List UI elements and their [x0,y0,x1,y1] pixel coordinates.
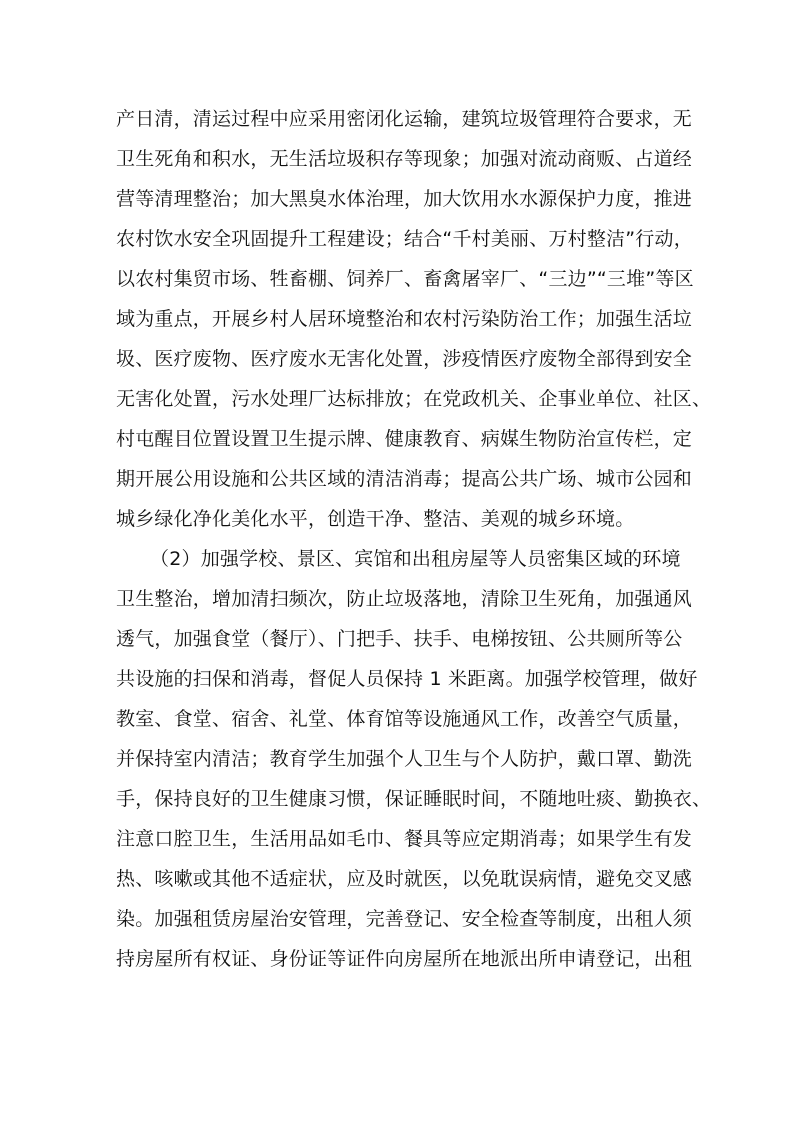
paragraph-2-line-7: 手，保持良好的卫生健康习惯，保证睡眠时间，不随地吐痰、勤换衣、 [116,788,712,810]
paragraph-2-line-1: （2）加强学校、景区、宾馆和出租房屋等人员密集区域的环境 [150,548,681,570]
paragraph-1-line-6: 域为重点，开展乡村人居环境整治和农村污染防治工作；加强生活垃 [116,308,693,330]
paragraph-1-line-3: 营等清理整治；加大黑臭水体治理，加大饮用水水源保护力度，推进 [116,188,693,210]
paragraph-1-line-4: 农村饮水安全巩固提升工程建设；结合“千村美丽、万村整洁”行动， [116,228,693,250]
paragraph-1-line-8: 无害化处置，污水处理厂达标排放；在党政机关、企事业单位、社区、 [116,388,712,410]
paragraph-1-line-9: 村屯醒目位置设置卫生提示牌、健康教育、病媒生物防治宣传栏，定 [116,428,693,450]
paragraph-2-line-10: 染。加强租赁房屋治安管理，完善登记、安全检查等制度，出租人须 [116,908,693,930]
paragraph-2-line-8: 注意口腔卫生，生活用品如毛巾、餐具等应定期消毒；如果学生有发 [116,828,693,850]
paragraph-1-line-5: 以农村集贸市场、牲畜棚、饲养厂、畜禽屠宰厂、“三边”“三堆”等区 [116,268,694,290]
paragraph-2-line-2: 卫生整治，增加清扫频次，防止垃圾落地，清除卫生死角，加强通风 [116,588,693,610]
paragraph-2-line-3: 透气，加强食堂（餐厅）、门把手、扶手、电梯按钮、公共厕所等公 [116,628,683,650]
paragraph-1-line-10: 期开展公用设施和公共区域的清洁消毒；提高公共广场、城市公园和 [116,468,693,490]
paragraph-1-line-7: 圾、医疗废物、医疗废水无害化处置，涉疫情医疗废物全部得到安全 [116,348,693,370]
paragraph-2-line-6: 并保持室内清洁；教育学生加强个人卫生与个人防护，戴口罩、勤洗 [116,748,693,770]
paragraph-1-line-2: 卫生死角和积水，无生活垃圾积存等现象；加强对流动商贩、占道经 [116,148,693,170]
paragraph-1 [116,99,712,539]
paragraph-1-line-11: 城乡绿化净化美化水平，创造干净、整洁、美观的城乡环境。 [116,508,635,530]
paragraph-1-line-1: 产日清，清运过程中应采用密闭化运输，建筑垃圾管理符合要求，无 [116,108,693,130]
paragraph-2 [116,539,712,979]
paragraph-2-line-4: 共设施的扫保和消毒，督促人员保持 1 米距离。加强学校管理，做好 [116,668,698,690]
paragraph-2-line-5: 教室、食堂、宿舍、礼堂、体育馆等设施通风工作，改善空气质量， [116,708,693,730]
paragraph-2-line-9: 热、咳嗽或其他不适症状，应及时就医，以免耽误病情，避免交叉感 [116,868,693,890]
paragraph-2-line-11: 持房屋所有权证、身份证等证件向房屋所在地派出所申请登记，出租 [116,948,693,970]
